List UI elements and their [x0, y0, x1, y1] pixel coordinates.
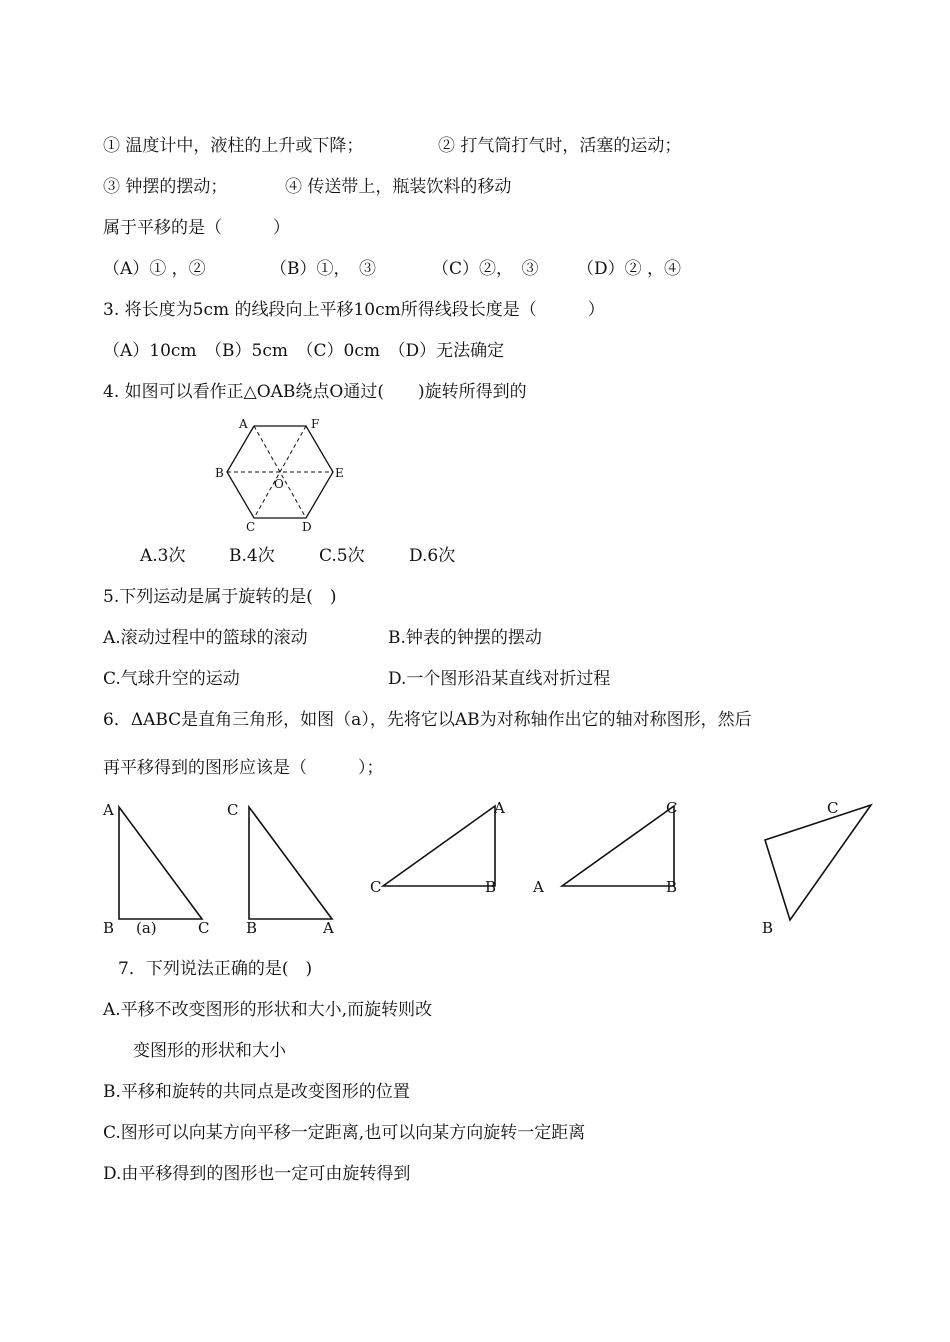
q3-options: （A）10cm （B）5cm （C）0cm （D）无法确定 [103, 341, 505, 361]
q2-item-3: ③ 钟摆的摆动； [103, 177, 228, 197]
q5-option-a: A.滚动过程中的篮球的滚动 [103, 628, 308, 648]
q4-option-a: A.3次 [140, 546, 186, 566]
q2-item-1: ① 温度计中，液柱的上升或下降； [103, 136, 364, 156]
tri-a-caption: (a) [136, 919, 157, 937]
q7-option-a-line-2: 变图形的形状和大小 [133, 1041, 286, 1061]
q4-option-c: C.5次 [319, 546, 365, 566]
q3-stem: 3. 将长度为5cm 的线段向上平移10cm所得线段长度是（ ） [103, 300, 605, 320]
q7-option-a-line-1: A.平移不改变图形的形状和大小,而旋转则改 [103, 1000, 433, 1020]
q4-option-b: B.4次 [229, 546, 275, 566]
hex-label-a: A [239, 417, 248, 431]
q2-item-4: ④ 传送带上，瓶装饮料的移动 [285, 177, 512, 197]
q2-option-d: （D）② ，④ [577, 259, 682, 279]
q5-stem: 5.下列运动是属于旋转的是( ) [103, 587, 337, 607]
q4-option-d: D.6次 [409, 546, 456, 566]
triangle-option-1 [249, 807, 332, 919]
q5-option-b: B.钟表的钟摆的摆动 [388, 628, 542, 648]
hex-label-o: O [274, 477, 284, 491]
tri-4-label-top: C [827, 799, 839, 817]
triangle-a [119, 807, 202, 919]
q2-item-2: ② 打气筒打气时，活塞的运动； [438, 136, 682, 156]
tri-2-label-left: C [370, 878, 382, 896]
triangle-option-2 [383, 806, 495, 886]
tri-1-label-top: C [227, 801, 239, 819]
triangle-option-3 [562, 806, 674, 886]
q7-option-b: B.平移和旋转的共同点是改变图形的位置 [103, 1082, 410, 1102]
hex-label-e: E [335, 466, 344, 480]
tri-a-label-bottom-left: B [103, 919, 115, 937]
q2-stem: 属于平移的是（ ） [103, 218, 290, 238]
tri-2-label-top: A [494, 799, 505, 817]
q6-stem-line-1: 6．ΔABC是直角三角形，如图（a），先将它以AB为对称轴作出它的轴对称图形，然后 [103, 710, 752, 730]
q6-stem-line-2: 再平移得到的图形应该是（ ）； [103, 758, 384, 778]
q4-stem: 4. 如图可以看作正△OAB绕点O通过( )旋转所得到的 [103, 382, 527, 402]
q5-option-d: D.一个图形沿某直线对折过程 [388, 669, 611, 689]
q2-option-b: （B）①， ③ [270, 259, 376, 279]
q5-option-c: C.气球升空的运动 [103, 669, 240, 689]
hex-label-f: F [311, 417, 320, 431]
hex-label-c: C [246, 520, 256, 534]
q2-option-c: （C）②， ③ [432, 259, 539, 279]
hex-label-b: B [215, 466, 224, 480]
q7-option-c: C.图形可以向某方向平移一定距离,也可以向某方向旋转一定距离 [103, 1123, 586, 1143]
tri-a-label-top: A [103, 801, 114, 819]
tri-a-label-bottom-right: C [198, 919, 210, 937]
hex-label-d: D [302, 520, 312, 534]
q7-stem: 7．下列说法正确的是( ) [118, 959, 313, 979]
tri-4-label-bottom: B [762, 919, 774, 937]
q2-option-a: （A）① ，② [103, 259, 206, 279]
tri-3-label-top: C [666, 799, 678, 817]
tri-3-label-left: A [533, 878, 544, 896]
q7-option-d: D.由平移得到的图形也一定可由旋转得到 [103, 1164, 411, 1184]
tri-2-label-right: B [485, 878, 497, 896]
tri-3-label-right: B [666, 878, 678, 896]
tri-1-label-bottom-right: A [323, 919, 334, 937]
triangle-option-4 [765, 805, 871, 920]
tri-1-label-bottom-left: B [246, 919, 258, 937]
